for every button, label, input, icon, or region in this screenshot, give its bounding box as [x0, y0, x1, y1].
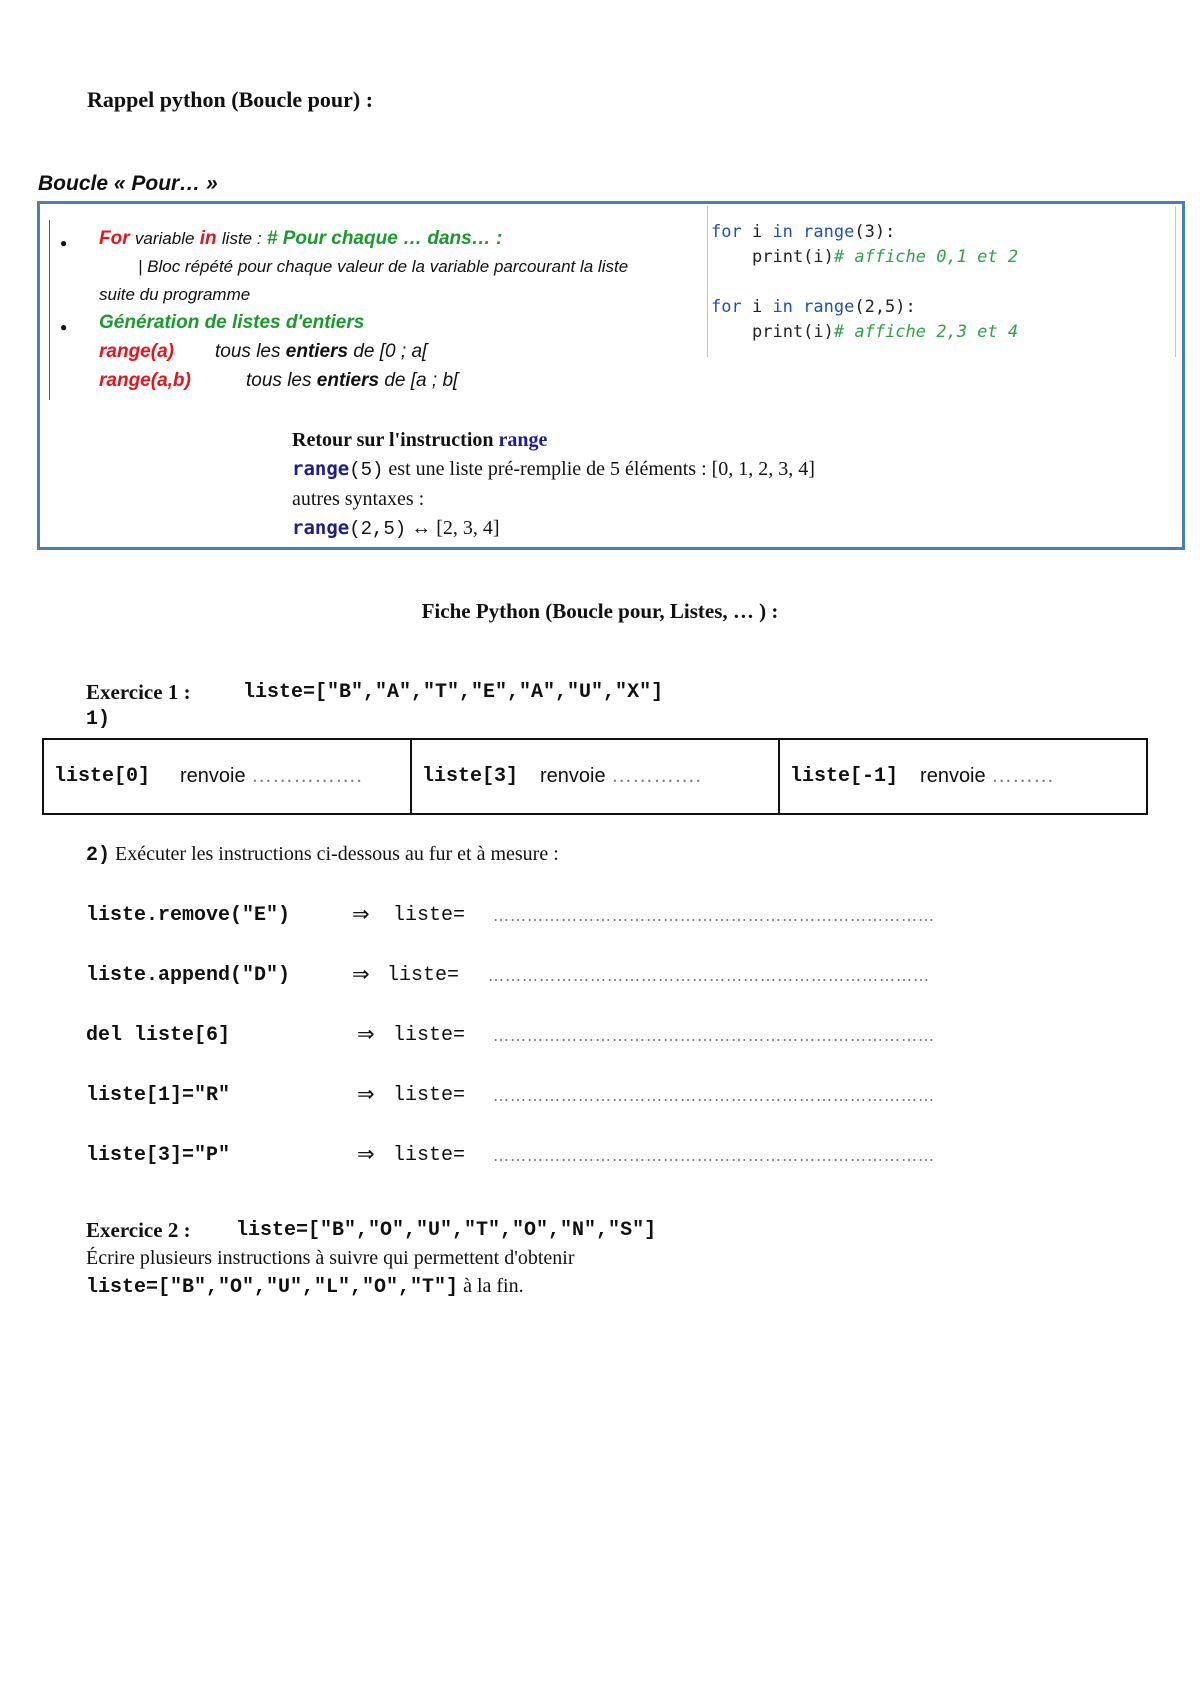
ex2-target-liste: liste=["B","O","U","L","O","T"] — [86, 1276, 459, 1299]
code-args: (3): — [854, 222, 896, 242]
in-keyword: in — [199, 228, 217, 249]
code-args: (2,5): — [854, 297, 916, 317]
q1-cell-2 — [412, 740, 778, 813]
bloc-line: | Bloc répété pour chaque valeur de la variable parcourant la liste — [138, 257, 629, 276]
range-recall-line1-text: est une liste pré-remplie de 5 éléments : [0, 1, 2, 3, 4] — [383, 458, 815, 480]
recap-title: Rappel python (Boucle pour) : — [87, 87, 374, 112]
ex1-label: Exercice 1 : — [86, 680, 191, 704]
code-for-kw: for — [711, 222, 742, 242]
bullet-icon: ● — [60, 320, 68, 334]
code-comment: # affiche 0,1 et 2 — [833, 247, 1019, 267]
step-result-label: liste= — [393, 1024, 466, 1047]
for-keyword: For — [99, 228, 130, 249]
q1-cell-text: renvoie — [180, 765, 246, 787]
ex1-q1-number: 1) — [86, 708, 111, 731]
implies-icon: ⇒ — [357, 1142, 375, 1166]
range-recall-line1 — [292, 458, 815, 481]
left-rule — [49, 220, 50, 400]
step-answer-blank: …………………………………………………………………… — [493, 1146, 935, 1165]
step-result-label: liste= — [393, 1084, 466, 1107]
range-ab-desc-bold: entiers — [316, 370, 380, 391]
code-in-kw: in — [772, 222, 793, 242]
step-answer-blank: …………………………………………………………………… — [493, 906, 935, 925]
ex1-q2-number: 2) — [86, 844, 111, 867]
ex1-liste: liste=["B","A","T","E","A","U","X"] — [243, 681, 664, 704]
suite-line: suite du programme — [99, 285, 251, 304]
range-recall-title-kw: range — [498, 429, 548, 451]
boucle-heading: Boucle « Pour… » — [38, 172, 218, 195]
code-var: i — [741, 297, 773, 317]
ex1-q2-text: Exécuter les instructions ci-dessous au fur et à mesure : — [110, 843, 559, 865]
range-recall-line3 — [292, 517, 500, 540]
code-print: print(i) — [752, 322, 834, 342]
step-answer-blank: …………………………………………………………………… — [493, 1026, 935, 1045]
code-comment: # affiche 2,3 et 4 — [833, 322, 1019, 342]
range-recall-line3-text: ↔ [2, 3, 4] — [406, 517, 500, 539]
implies-icon: ⇒ — [357, 1022, 375, 1046]
variable-word: variable — [134, 229, 195, 248]
code-range-fn: range — [792, 222, 855, 242]
q1-cell-text: renvoie — [920, 765, 986, 787]
q1-cell-text: renvoie — [540, 765, 606, 787]
range-a-desc-post: de [0 ; a[ — [348, 341, 428, 362]
step-result-label: liste= — [393, 904, 466, 927]
range-args: (2,5) — [349, 518, 407, 540]
code-line-2 — [752, 247, 1018, 267]
code-var: i — [741, 222, 773, 242]
code-in-kw: in — [772, 297, 793, 317]
range-a-desc — [215, 341, 427, 363]
range-args: (5) — [349, 459, 384, 481]
step-answer-blank: …………………………………………………………………… — [493, 1086, 935, 1105]
code-line-4 — [752, 322, 1018, 342]
range-ab-desc-post: de [a ; b[ — [379, 370, 459, 391]
range-ab-desc-pre: tous les — [246, 370, 317, 391]
q1-cell-dots: …………. — [611, 765, 702, 787]
step-result-label: liste= — [387, 964, 460, 987]
fiche-title: Fiche Python (Boucle pour, Listes, … ) : — [421, 599, 779, 623]
implies-icon: ⇒ — [357, 1082, 375, 1106]
step-result-label: liste= — [393, 1144, 466, 1167]
step-code: del liste[6] — [86, 1024, 231, 1047]
code-range-fn: range — [792, 297, 855, 317]
ex2-liste: liste=["B","O","U","T","O","N","S"] — [236, 1219, 657, 1242]
for-comment: # Pour chaque … dans… : — [266, 228, 503, 249]
step-code: liste.remove("E") — [86, 904, 291, 927]
step-answer-blank: …………………………………………………………………… — [488, 966, 930, 985]
range-recall-title-text: Retour sur l'instruction — [292, 429, 499, 451]
q1-cell-dots: ……… — [991, 765, 1055, 787]
code-print: print(i) — [752, 247, 834, 267]
ex2-label: Exercice 2 : — [86, 1218, 191, 1242]
range-a-desc-bold: entiers — [285, 341, 349, 362]
generation-line: Génération de listes d'entiers — [99, 312, 365, 333]
implies-icon: ⇒ — [352, 902, 370, 926]
range-a: range(a) — [99, 341, 174, 362]
ex2-target-line — [86, 1275, 524, 1299]
ex1-q2 — [86, 843, 559, 867]
step-code: liste[1]="R" — [86, 1084, 231, 1107]
liste-word: liste : — [221, 229, 262, 248]
q1-table — [42, 738, 1148, 815]
range-a-desc-pre: tous les — [215, 341, 286, 362]
q1-cell-code: liste[0] — [54, 765, 151, 788]
range-code: range — [292, 517, 350, 539]
range-recall-line2: autres syntaxes : — [292, 488, 425, 510]
q1-cell-code: liste[3] — [422, 765, 519, 788]
for-syntax-line — [99, 228, 502, 250]
code-line-1 — [711, 222, 895, 242]
code-line-3 — [711, 297, 916, 317]
step-code: liste.append("D") — [86, 964, 291, 987]
ex2-instruction: Écrire plusieurs instructions à suivre qui permettent d'obtenir — [86, 1247, 575, 1269]
q1-cell-3 — [780, 740, 1146, 813]
bullet-icon: ● — [60, 236, 68, 250]
code-for-kw: for — [711, 297, 742, 317]
range-ab-desc — [246, 370, 458, 392]
step-code: liste[3]="P" — [86, 1144, 231, 1167]
q1-cell-1 — [44, 740, 410, 813]
q1-cell-code: liste[-1] — [790, 765, 899, 788]
q1-cell-dots: ……………. — [251, 765, 363, 787]
ex2-target-end: à la fin. — [458, 1275, 524, 1297]
range-recall-title — [292, 429, 547, 452]
implies-icon: ⇒ — [352, 962, 370, 986]
range-ab: range(a,b) — [99, 370, 191, 391]
range-code: range — [292, 458, 350, 480]
